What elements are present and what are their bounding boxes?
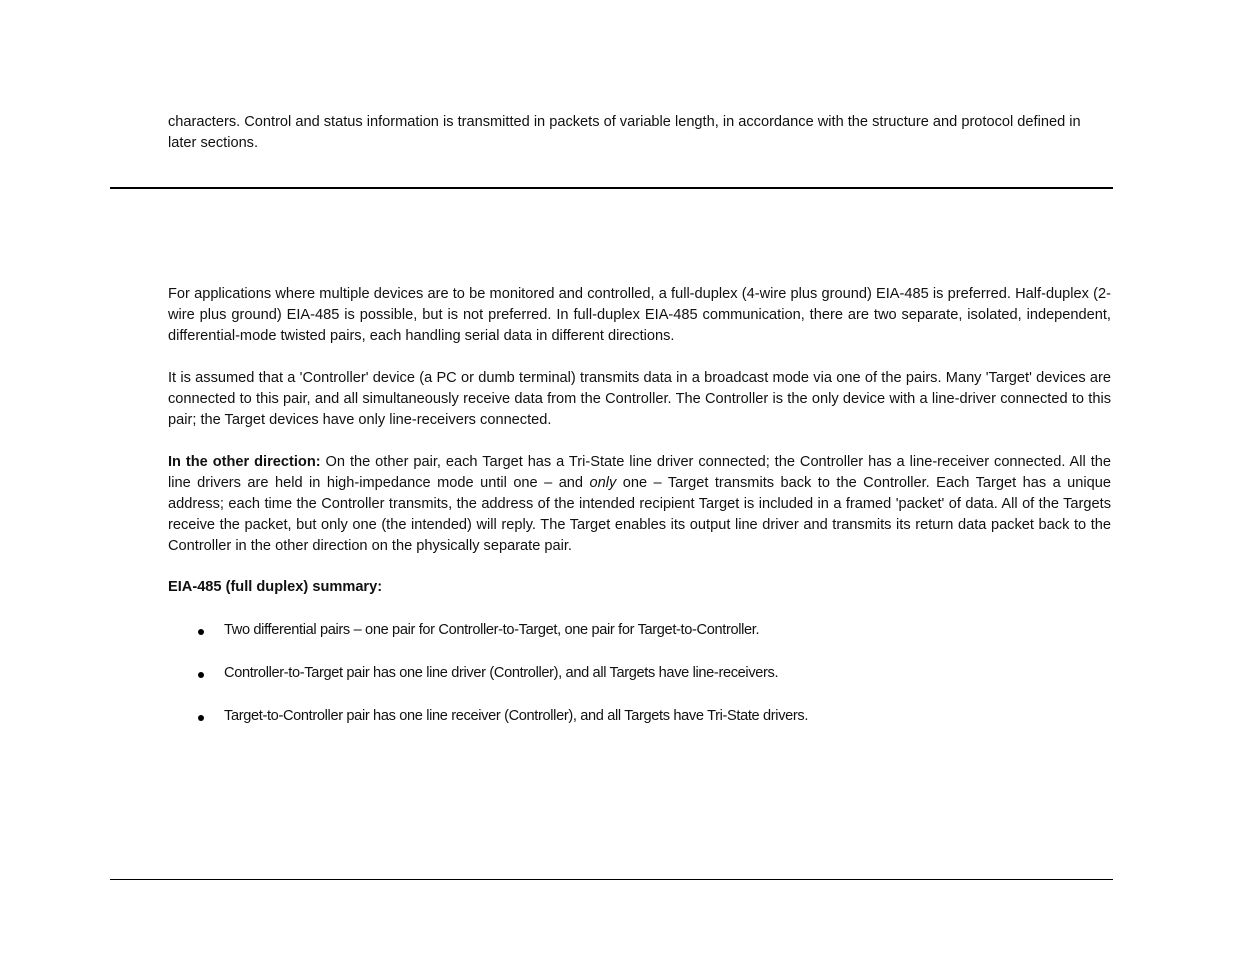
bullet-icon	[198, 672, 204, 678]
intro-paragraph: characters. Control and status information is transmitted in packets of variable length, in accordance with the structure and protocol defined in later sections.	[168, 114, 1081, 151]
bullet-text: Controller-to-Target pair has one line driver (Controller), and all Targets have line-receivers.	[224, 665, 779, 681]
summary-bullet-list	[168, 620, 1111, 749]
footer-divider	[110, 879, 1113, 880]
bullet-icon	[198, 715, 204, 721]
bullet-text: Two differential pairs – one pair for Controller-to-Target, one pair for Target-to-Controller.	[224, 622, 760, 638]
bullet-text: Target-to-Controller pair has one line receiver (Controller), and all Targets have Tri-State drivers.	[224, 708, 809, 724]
list-item	[168, 706, 1111, 749]
paragraph-lead-in: In the other direction:	[168, 454, 321, 470]
section-divider-top	[110, 187, 1113, 189]
paragraph-text-part1: On the other pair, each Target has a Tri-State line driver connected; the Controller has a line-receiver connected. All the line drivers are held in high-impedance mode until one – and	[168, 454, 1111, 491]
paragraph-controller: It is assumed that a 'Controller' device (a PC or dumb terminal) transmits data in a broadcast mode via one of the pairs. Many 'Target' devices are connected to this pair, and all simultaneously receive data from the Controller. The Controller is the only device with a line-driver connected to this pair; the Target devices have only line-receivers connected.	[168, 370, 1111, 428]
list-item	[168, 620, 1111, 663]
paragraph-emphasis: only	[589, 475, 617, 491]
list-item	[168, 663, 1111, 706]
paragraph-text-part2: one – Target transmits back to the Controller. Each Target has a unique address; each time the Controller transmits, the address of the intended recipient Target is included in a framed 'packet' of data. All of the Targets receive the packet, but only one (the intended) will reply. The Target enables its output line driver and transmits its return data packet back to the Controller in the other direction on the physically separate pair.	[168, 475, 1111, 554]
summary-heading: EIA-485 (full duplex) summary:	[168, 579, 383, 595]
bullet-icon	[198, 629, 204, 635]
paragraph-full-duplex: For applications where multiple devices are to be monitored and controlled, a full-duplex (4-wire plus ground) EIA-485 is preferred. Half-duplex (2-wire plus ground) EIA-485 is possible, but is not preferred. In full-duplex EIA-485 communication, there are two separate, isolated, independent, differential-mode twisted pairs, each handling serial data in different directions.	[168, 286, 1111, 344]
paragraph-other-direction	[168, 452, 1111, 557]
